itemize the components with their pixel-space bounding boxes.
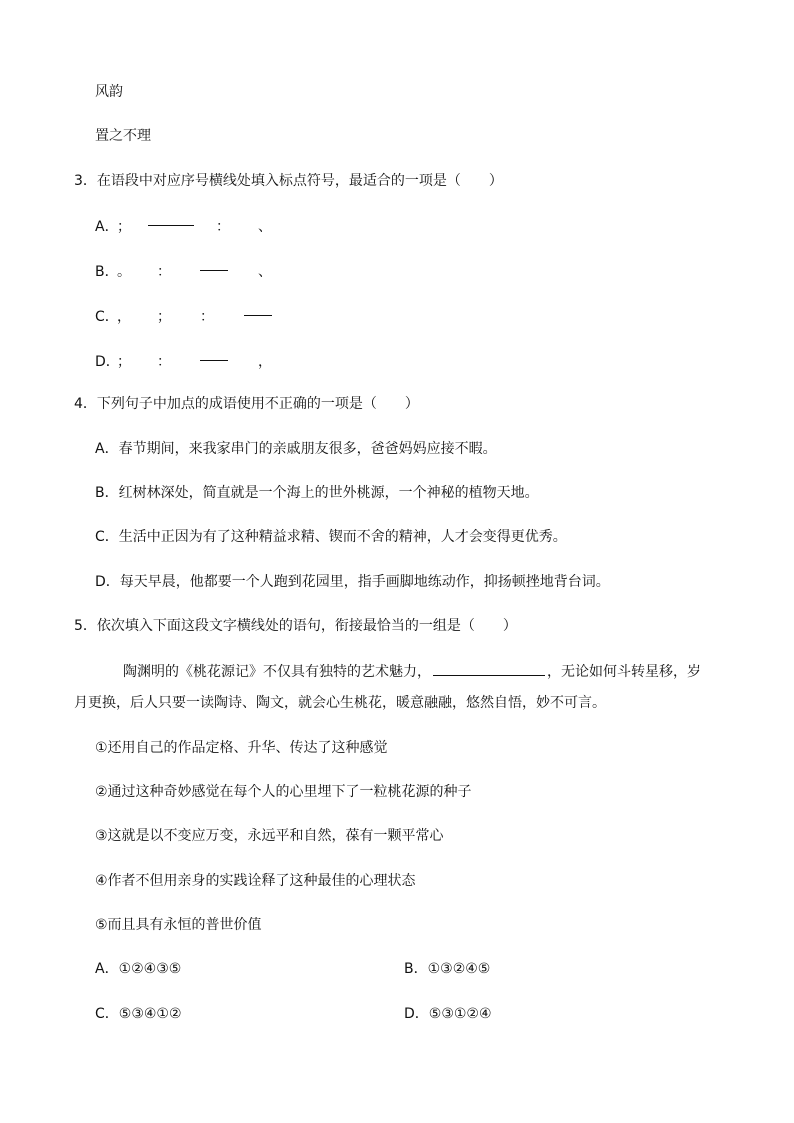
option-mark-dash	[148, 216, 194, 232]
text-line-fengyun: 风韵	[95, 84, 123, 100]
question-4-option-b: B．红树林深处，简直就是一个海上的世外桃源，一个神秘的植物天地。	[95, 485, 539, 501]
option-label: B．	[95, 264, 119, 280]
question-4-option-a: A．春节期间，来我家串门的亲戚朋友很多，爸爸妈妈应接不暇。	[95, 441, 497, 457]
option-label: D．	[95, 354, 120, 370]
option-mark-dash	[200, 351, 228, 367]
question-5-item-1: ①还用自己的作品定格、升华、传达了这种感觉	[95, 740, 388, 756]
option-mark-dash	[244, 306, 272, 322]
question-5-passage-line-2: 月更换，后人只要一读陶诗、陶文，就会心生桃花，暖意融融，悠然自悟，妙不可言。	[74, 695, 606, 711]
question-4-option-d: D．每天早晨，他都要一个人跑到花园里，指手画脚地练动作，抑扬顿挫地背台词。	[95, 574, 610, 590]
option-mark: ：	[200, 309, 214, 325]
option-label: C．	[95, 309, 119, 325]
option-mark: ：	[216, 219, 230, 235]
question-4-option-c: C．生活中正因为有了这种精益求精、锲而不舍的精神，人才会变得更优秀。	[95, 529, 567, 545]
question-5-item-4: ④作者不但用亲身的实践诠释了这种最佳的心理状态	[95, 873, 416, 889]
option-mark: 、	[258, 219, 272, 235]
question-5-stem: 5．依次填入下面这段文字横线处的语句，衔接最恰当的一组是（ ）	[74, 618, 517, 634]
question-5-option-c: C．⑤③④①②	[95, 1006, 182, 1022]
passage-text: ，无论如何斗转星移，岁	[547, 664, 701, 680]
passage-blank	[433, 661, 545, 676]
option-mark: ；	[157, 309, 171, 325]
option-mark: ，	[258, 354, 272, 370]
option-mark: ；	[117, 219, 131, 235]
question-5-option-b: B．①③②④⑤	[404, 961, 491, 977]
option-mark-dash	[200, 261, 228, 277]
option-mark: ，	[117, 309, 131, 325]
question-5-passage-line-1	[123, 661, 701, 682]
question-5-item-3: ③这就是以不变应万变，永远平和自然，葆有一颗平常心	[95, 828, 444, 844]
question-4-stem: 4．下列句子中加点的成语使用不正确的一项是（ ）	[74, 396, 419, 412]
question-5-option-a: A．①②④③⑤	[95, 961, 182, 977]
option-mark: 。	[117, 264, 131, 280]
option-mark: ：	[157, 264, 171, 280]
question-5-option-d: D．⑤③①②④	[404, 1006, 492, 1022]
option-mark: ；	[117, 354, 131, 370]
option-mark: 、	[258, 264, 272, 280]
option-label: A．	[95, 219, 119, 235]
text-line-zhizhibuli: 置之不理	[95, 128, 151, 144]
option-mark: ：	[157, 354, 171, 370]
passage-text: 陶渊明的《桃花源记》不仅具有独特的艺术魅力，	[123, 664, 431, 680]
question-3-stem: 3．在语段中对应序号横线处填入标点符号，最适合的一项是（ ）	[74, 173, 503, 189]
question-5-item-2: ②通过这种奇妙感觉在每个人的心里埋下了一粒桃花源的种子	[95, 784, 472, 800]
question-5-item-5: ⑤而且具有永恒的普世价值	[95, 917, 262, 933]
